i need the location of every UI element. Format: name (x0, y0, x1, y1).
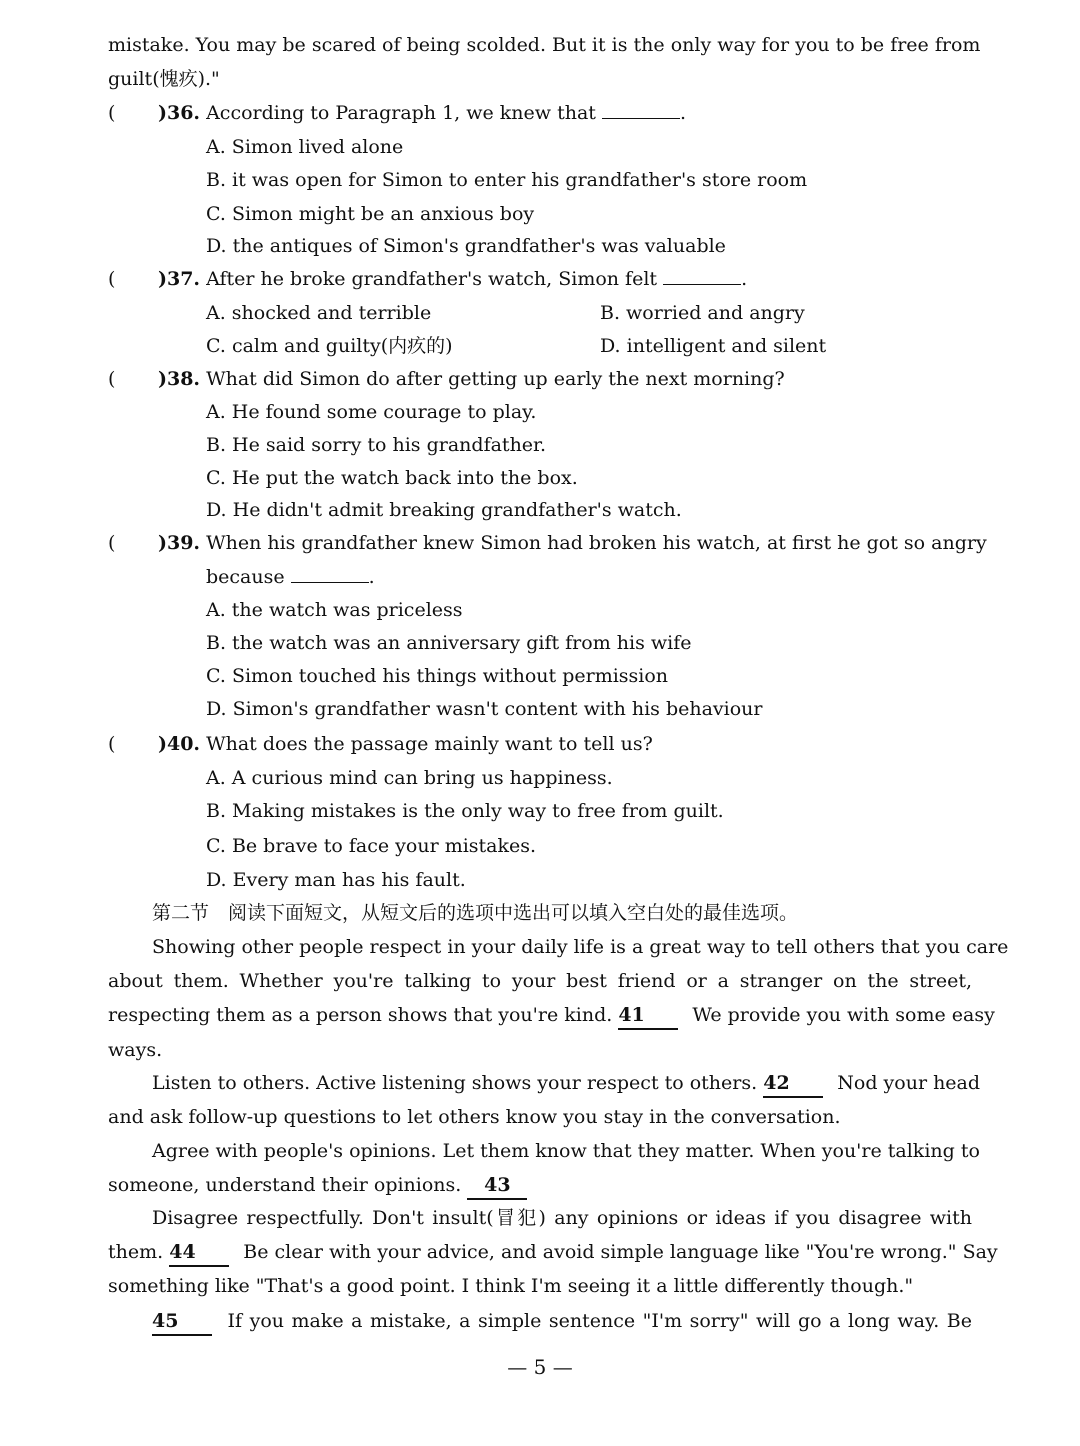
question-stem-continued: because (206, 566, 285, 588)
question-number: )38. (158, 368, 201, 390)
answer-paren: ( (108, 102, 116, 124)
option-b: B. worried and angry (600, 302, 805, 324)
section-heading: 第二节 阅读下面短文，从短文后的选项中选出可以填入空白处的最佳选项。 (152, 902, 799, 924)
passage-text-line: Showing other people respect in your daily life is a great way to tell others that you care (152, 936, 1009, 958)
answer-blank (602, 100, 680, 119)
gap-43: 43 (467, 1172, 527, 1200)
gap-42: 42 (763, 1070, 823, 1098)
option-d: D. intelligent and silent (600, 335, 827, 357)
passage-text-line: 45 If you make a mistake, a simple sentence "I'm sorry" will go a long way. Be (152, 1308, 972, 1336)
passage-text-line: something like "That's a good point. I think I'm seeing it a little differently though." (108, 1275, 914, 1297)
passage-text-line: someone, understand their opinions. 43 (108, 1172, 535, 1200)
question-stem: When his grandfather knew Simon had broken his watch, at first he got so angry (200, 532, 987, 554)
option-c: C. calm and guilty(内疚的) (206, 335, 453, 357)
option-b: B. the watch was an anniversary gift from his wife (206, 632, 692, 654)
question-stem: After he broke grandfather's watch, Simon felt (200, 268, 658, 290)
question-number: )36. (158, 102, 201, 124)
option-d: D. Every man has his fault. (206, 869, 466, 891)
gap-41: 41 (618, 1002, 678, 1030)
passage-text-line: guilt(愧疚)." (108, 68, 220, 90)
option-c: C. Simon touched his things without permission (206, 665, 669, 687)
passage-text-line: and ask follow-up questions to let others know you stay in the conversation. (108, 1106, 841, 1128)
passage-text-line: Listen to others. Active listening shows your respect to others. 42 Nod your head (152, 1070, 972, 1098)
passage-text-line: them. 44 Be clear with your advice, and avoid simple language like "You're wrong." Say (108, 1239, 972, 1267)
passage-text-line: Agree with people's opinions. Let them know that they matter. When you're talking to (152, 1140, 980, 1162)
question-stem: What does the passage mainly want to tell us? (200, 733, 653, 755)
answer-blank (663, 266, 741, 285)
answer-paren: ( (108, 532, 116, 554)
option-c: C. Be brave to face your mistakes. (206, 835, 537, 857)
answer-paren: ( (108, 268, 116, 290)
option-c: C. He put the watch back into the box. (206, 467, 578, 489)
option-a: A. He found some courage to play. (206, 401, 537, 423)
question-number: )39. (158, 532, 201, 554)
passage-text-line: mistake. You may be scared of being scolded. But it is the only way for you to be free from (108, 34, 981, 56)
option-a: A. shocked and terrible (206, 302, 432, 324)
answer-paren: ( (108, 733, 116, 755)
passage-text-line: ways. (108, 1039, 163, 1061)
answer-blank (291, 564, 369, 583)
option-c: C. Simon might be an anxious boy (206, 203, 535, 225)
option-b: B. Making mistakes is the only way to free from guilt. (206, 800, 724, 822)
page-number: — 5 — (507, 1355, 573, 1379)
option-b: B. it was open for Simon to enter his grandfather's store room (206, 169, 808, 191)
option-a: A. the watch was priceless (206, 599, 463, 621)
option-a: A. A curious mind can bring us happiness. (206, 767, 613, 789)
option-b: B. He said sorry to his grandfather. (206, 434, 547, 456)
answer-paren: ( (108, 368, 116, 390)
question-stem: What did Simon do after getting up early the next morning? (200, 368, 785, 390)
option-a: A. Simon lived alone (206, 136, 404, 158)
gap-44: 44 (169, 1239, 229, 1267)
passage-text-line: Disagree respectfully. Don't insult(冒犯) any opinions or ideas if you disagree with (152, 1207, 972, 1229)
gap-45: 45 (152, 1308, 212, 1336)
question-stem: According to Paragraph 1, we knew that (200, 102, 596, 124)
option-d: D. He didn't admit breaking grandfather's watch. (206, 499, 682, 521)
question-number: )37. (158, 268, 201, 290)
passage-text-line: respecting them as a person shows that you're kind. 41 We provide you with some easy (108, 1002, 972, 1030)
option-d: D. Simon's grandfather wasn't content with his behaviour (206, 698, 763, 720)
passage-text-line: about them. Whether you're talking to your best friend or a stranger on the street, (108, 970, 972, 992)
option-d: D. the antiques of Simon's grandfather's was valuable (206, 235, 726, 257)
question-number: )40. (158, 733, 201, 755)
exam-page: mistake. You may be scared of being scolded. But it is the only way for you to be free from guilt(愧疚)." ( )36. According to Paragraph 1, we knew that . A. Simon lived alone B. it was open for Simon to enter his grandfather's store room C. Simon might be an anxious boy D. the antiques of Simon's grandfather's was valuable ( )37. After he broke grandfather's watch, Simon felt . A. shocked and terrible B. worried and angry C. calm and guilty(内疚的) D. intelligent and silent ( )38. What did Simon do after getting up early the next morning? A. He found some courage to play. B. He said sorry to his grandfather. C. He put the watch back into the box. D. He didn't admit breaking grandfather's watch. ( )39. When his grandfather knew Simon had broken his watch, at first he got so angry because . A. the watch was priceless B. the watch was an anniversary gift from his wife C. Simon touched his things without permission D. Simon's grandfather wasn't content with his behaviour ( )40. What does the passage mainly want to tell us? A. A curious mind can bring us happiness. B. Making mistakes is the only way to free from guilt. C. Be brave to face your mistakes. D. Every man has his fault. 第二节 阅读下面短文，从短文后的选项中选出可以填入空白处的最佳选项。 Showing other people respect in your daily life is a great way to tell others that you care about them. Whether you're talking to your best friend or a stranger on the street, respecting them as a person shows that you're kind. 41 We provide you with some easy ways. Listen to others. Active listening shows your respect to others. 42 Nod your head and ask follow-up questions to let others know you stay in the conversation. Agree with people's opinions. Let them know that they matter. When you're talking to someone, understand their opinions. 43 Disagree respectfully. Don't insult(冒犯) any opinions or ideas if you disagree with them. 44 Be clear with your advice, and avoid simple language like "You're wrong." Say something like "That's a good point. I think I'm seeing it a little differently though." 45 If you make a mistake, a simple sentence "I'm sorry" will go a long way. Be — 5 — (0, 0, 1080, 1446)
